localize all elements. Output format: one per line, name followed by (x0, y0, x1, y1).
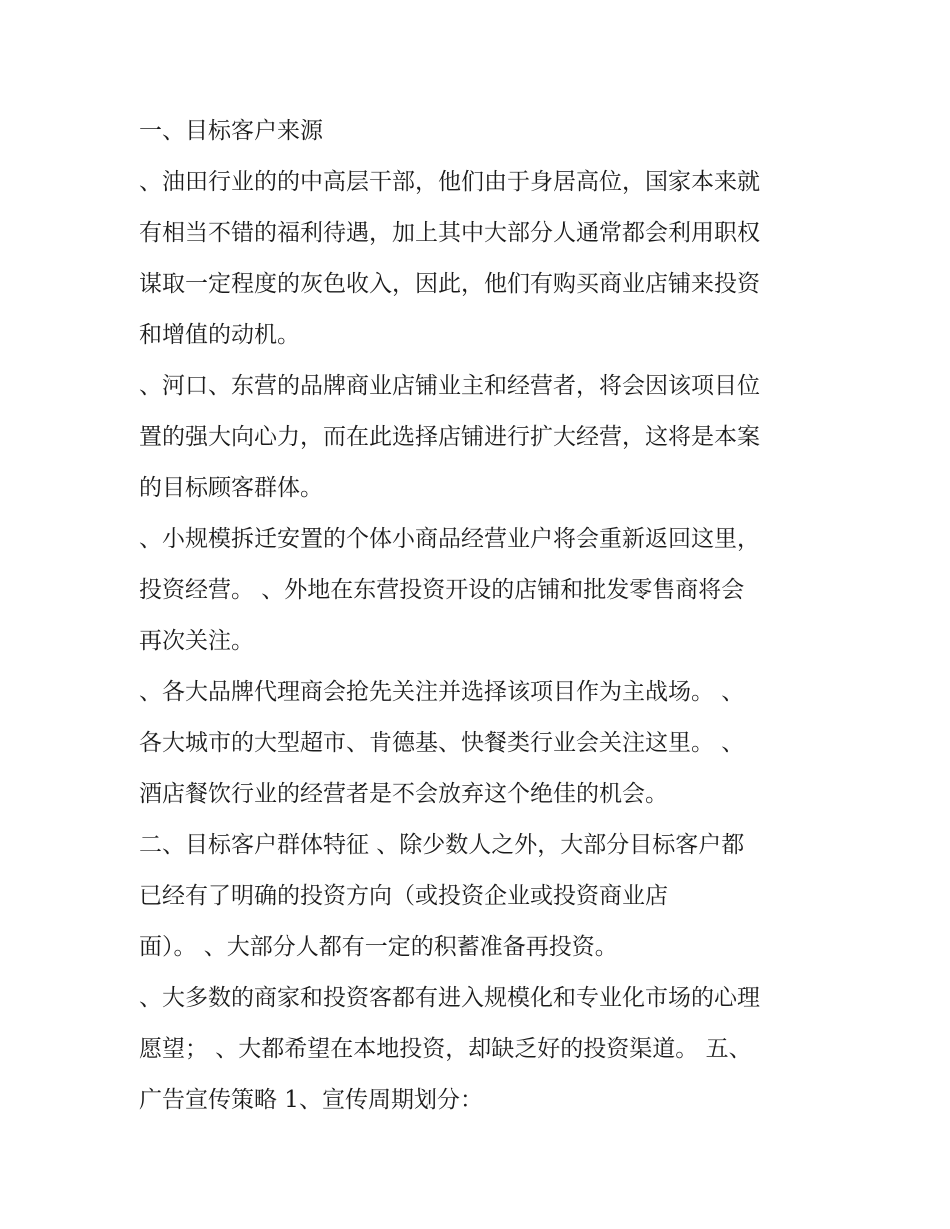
paragraph-line: 酒店餐饮行业的经营者是不会放弃这个绝佳的机会。 (139, 781, 668, 807)
paragraph-line: 、大多数的商家和投资客都有进入规模化和专业化市场的心理 (139, 985, 760, 1011)
paragraph-line: 谋取一定程度的灰色收入，因此，他们有购买商业店铺来投资 (139, 271, 760, 297)
paragraph-line: 、河口、东营的品牌商业店铺业主和经营者，将会因该项目位 (139, 373, 760, 399)
paragraph-line: 投资经营。 、外地在东营投资开设的店铺和批发零售商将会 (139, 577, 745, 603)
section-heading-customer-characteristics: 二、目标客户群体特征 、除少数人之外，大部分目标客户都 (139, 832, 745, 858)
paragraph-line: 再次关注。 (139, 628, 254, 654)
document-body (139, 106, 819, 1126)
paragraph-line: 愿望； 、大都希望在本地投资，却缺乏好的投资渠道。 五、 (139, 1036, 752, 1062)
paragraph-line: 的目标顾客群体。 (139, 475, 323, 501)
paragraph-line: 已经有了明确的投资方向（或投资企业或投资商业店 (139, 883, 668, 909)
section-heading-target-customer-source: 一、目标客户来源 (139, 118, 323, 144)
section-heading-ad-strategy: 广告宣传策略 1、宣传周期划分： (139, 1087, 483, 1113)
paragraph-line: 、各大品牌代理商会抢先关注并选择该项目作为主战场。 、 (139, 679, 745, 705)
paragraph-line: 和增值的动机。 (139, 322, 300, 348)
paragraph-line: 面）。 、大部分人都有一定的积蓄准备再投资。 (139, 934, 618, 960)
paragraph-line: 有相当不错的福利待遇，加上其中大部分人通常都会利用职权 (139, 220, 760, 246)
paragraph-line: 各大城市的大型超市、肯德基、快餐类行业会关注这里。 、 (139, 730, 745, 756)
paragraph-line: 、油田行业的的中高层干部，他们由于身居高位，国家本来就 (139, 169, 760, 195)
paragraph-line: 置的强大向心力，而在此选择店铺进行扩大经营，这将是本案 (139, 424, 760, 450)
paragraph-line: 、小规模拆迁安置的个体小商品经营业户将会重新返回这里， (139, 526, 760, 552)
